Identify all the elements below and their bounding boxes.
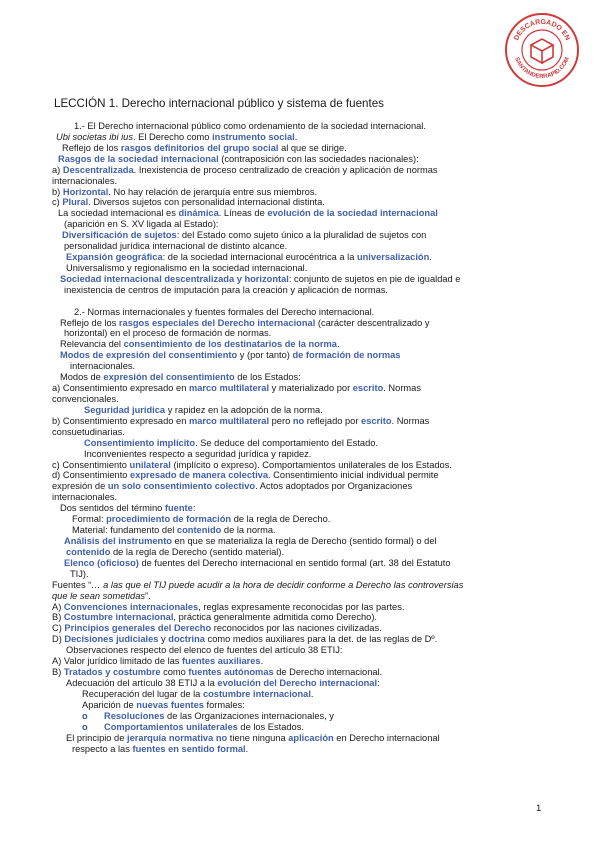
text-segment: personalidad jurídica internacional de distinto alcance. [64, 241, 288, 252]
text-segment: . [336, 339, 340, 350]
text-line [52, 514, 564, 525]
text-segment: : del Estado como sujeto único a la pluralidad de sujetos con [176, 230, 427, 241]
highlighted-term: Elenco (oficioso) [64, 557, 139, 568]
text-line [52, 372, 564, 383]
text-segment: Observaciones respecto del elenco de fuentes del artículo 38 ETIJ: [66, 645, 343, 656]
text-segment: Reflejo de los [62, 142, 121, 153]
text-line [52, 481, 564, 492]
text-segment: A) Valor jurídico limitado de las [52, 656, 183, 667]
text-segment: d) Consentimiento [52, 470, 131, 481]
highlighted-term: no [292, 415, 305, 426]
text-segment: reflejado por [304, 415, 362, 426]
text-segment: y [158, 634, 169, 645]
highlighted-term: rasgos especiales del Derecho internacional [118, 317, 316, 328]
highlighted-term: Sociedad internacional descentralizada y horizontal [60, 273, 289, 284]
text-segment: consuetudinarias. [52, 426, 125, 437]
text-segment: de los Estados: [234, 372, 301, 383]
bullet-icon: o [82, 721, 88, 732]
text-segment: expresión de [52, 481, 108, 492]
text-line [52, 307, 564, 318]
highlighted-term: marco multilateral [188, 415, 270, 426]
text-segment: . Inexistencia de proceso centralizado de creación y aplicación de normas [133, 164, 438, 175]
text-segment: horizontal) en el proceso de formación de normas. [64, 328, 272, 339]
text-segment: inexistencia de centros de imputación para la creación y aplicación de normas. [64, 284, 389, 295]
text-line [52, 667, 564, 678]
text-segment: , práctica generalmente admitida como Derecho). [173, 612, 378, 623]
highlighted-term: doctrina [168, 634, 205, 645]
highlighted-term: Modos de expresión del consentimiento [60, 350, 238, 361]
text-segment: como medios auxiliares para la det. de las reglas de Dº. [204, 634, 438, 645]
page-number: 1 [536, 803, 542, 814]
text-line [52, 132, 564, 143]
text-segment: Modos de [60, 372, 104, 383]
highlighted-term: contenido [176, 525, 222, 536]
highlighted-term: fuentes autónomas [188, 667, 274, 678]
text-line [52, 361, 564, 372]
highlighted-term: Convenciones internacionales [63, 601, 199, 612]
highlighted-term: Costumbre internacional [63, 612, 174, 623]
highlighted-term: un solo consentimiento colectivo [107, 481, 256, 492]
text-segment: 1.- El Derecho internacional público como ordenamiento de la sociedad internacional. [74, 121, 426, 131]
text-segment: y materializado por [269, 383, 353, 394]
text-segment: La sociedad internacional es [58, 208, 179, 219]
text-segment: al que se dirige. [278, 142, 347, 153]
text-segment: A) [52, 601, 64, 612]
text-segment: (contraposición con las sociedades nacionales): [218, 153, 419, 164]
lesson-body [52, 121, 564, 754]
highlighted-term: Decisiones judiciales [64, 634, 159, 645]
text-line [52, 449, 564, 460]
highlighted-term: costumbre internacional [202, 688, 311, 699]
text-segment: TIJ). [70, 568, 89, 579]
text-segment: . [245, 743, 249, 754]
highlighted-term: universalización [356, 252, 430, 263]
text-line [52, 274, 564, 285]
text-line [52, 427, 564, 438]
text-segment: como [160, 667, 189, 678]
text-segment: convencionales. [52, 394, 119, 405]
highlighted-term: escrito [361, 415, 392, 426]
text-line [52, 197, 564, 208]
text-line [52, 252, 564, 263]
text-line [52, 285, 564, 296]
text-line [52, 700, 564, 711]
text-segment: internacionales. [52, 175, 118, 186]
text-segment: Relevancia del [60, 339, 124, 350]
text-segment: Recuperación del lugar de la [82, 688, 203, 699]
text-line [52, 536, 564, 547]
text-line [52, 263, 564, 274]
text-line [52, 405, 564, 416]
text-segment: y rapidez en la adopción de la norma. [165, 404, 323, 415]
stamp-top-text: DESCARGADO EN [513, 18, 571, 42]
highlighted-term: fuentes en sentido formal [132, 743, 246, 754]
text-segment: El principio de [66, 732, 127, 743]
text-segment: . Diversos sujetos con personalidad internacional distinta. [88, 197, 325, 208]
text-segment: (carácter descentralizado y [315, 317, 430, 328]
download-stamp-logo [504, 12, 580, 88]
text-line [52, 383, 564, 394]
text-segment: que le sean sometidas [52, 590, 146, 601]
highlighted-term: Expansión geográfica [66, 252, 163, 263]
text-line [52, 339, 564, 350]
highlighted-term: aplicación [288, 732, 334, 743]
text-segment: a) Consentimiento expresado en [52, 383, 189, 394]
highlighted-term: nuevas fuentes [136, 699, 204, 710]
text-line [52, 208, 564, 219]
text-line [52, 187, 564, 198]
text-line [52, 580, 564, 591]
text-segment: . El Derecho como [133, 131, 213, 142]
text-line [52, 492, 564, 503]
text-line [52, 416, 564, 427]
text-line [52, 623, 564, 634]
highlighted-term: evolución de la sociedad internacional [267, 208, 438, 219]
text-line [52, 612, 564, 623]
text-line [52, 503, 564, 514]
text-segment: respecto a las [72, 743, 133, 754]
text-segment: y (por tanto) [237, 350, 293, 361]
text-segment: Fuentes “ [52, 579, 92, 590]
text-line [52, 645, 564, 656]
stamp-bottom-text: SANTANDERRAPID.COM [513, 56, 571, 81]
text-segment: Dos sentidos del término [60, 503, 165, 514]
text-line [52, 689, 564, 700]
highlighted-term: marco multilateral [188, 383, 270, 394]
text-line [52, 722, 564, 733]
highlighted-term: contenido [66, 546, 111, 557]
text-segment: c) Consentimiento [52, 459, 130, 470]
text-line [52, 176, 564, 187]
text-segment: de las Organizaciones internacionales, y [164, 710, 334, 721]
text-segment: en que se materializa la regla de Derecho (sentido formal) [171, 536, 417, 546]
text-segment: reconocidos por las naciones civilizadas. [211, 623, 382, 634]
text-segment: . Se deduce del comportamiento del Estado. [195, 437, 379, 448]
highlighted-term: Descentralizada [62, 164, 134, 175]
text-segment: tiene ninguna [227, 732, 289, 743]
text-segment: b) Consentimiento expresado en [52, 415, 189, 426]
text-line [52, 438, 564, 449]
text-segment: … a las que el TIJ puede acudir a la hora de decidir conforme a Derecho las controversias [91, 579, 464, 590]
highlighted-term: rasgos definitorios del grupo social [120, 142, 279, 153]
text-segment: o del [416, 536, 437, 546]
text-line [52, 733, 564, 744]
bullet-icon: o [82, 710, 88, 721]
highlighted-term: expresión del consentimiento [103, 372, 235, 383]
text-segment: pero [269, 415, 293, 426]
text-segment: de fuentes del Derecho internacional en sentido formal (art. 38 del Estatuto [138, 557, 451, 568]
highlighted-term: Consentimiento implícito [84, 437, 196, 448]
highlighted-term: fuentes auxiliares [182, 656, 261, 667]
text-segment: . Normas [391, 415, 430, 426]
text-segment: : de la sociedad internacional eurocéntrica a la [162, 252, 357, 263]
text-line [52, 394, 564, 405]
highlighted-term: Diversificación de sujetos [62, 230, 177, 241]
text-segment: . Consentimiento inicial individual permite [268, 470, 439, 481]
text-segment: de los Estados. [237, 721, 304, 732]
text-segment: Formal: [72, 514, 107, 525]
text-line [52, 569, 564, 580]
text-segment: D) [52, 634, 65, 645]
highlighted-term: fuente [164, 503, 193, 514]
highlighted-term: expresado de manera colectiva [130, 470, 269, 481]
text-segment: B) [52, 667, 64, 678]
highlighted-term: Comportamientos unilaterales [104, 721, 238, 732]
text-line [52, 602, 564, 613]
text-segment: . Normas [383, 383, 421, 394]
highlighted-term: procedimiento de formación [106, 514, 232, 525]
text-segment: Reflejo de los [60, 317, 119, 328]
highlighted-term: Seguridad jurídica [84, 404, 166, 415]
text-segment: Ubi societas ibi ius [56, 131, 133, 142]
highlighted-term: de formación de normas [292, 350, 401, 361]
text-line [52, 656, 564, 667]
text-line [52, 460, 564, 471]
text-line [52, 143, 564, 154]
text-segment: Adecuación del artículo 38 ETIJ a la [66, 677, 218, 688]
highlighted-term: jerarquía normativa no [126, 732, 228, 743]
text-segment: C) [52, 623, 65, 634]
text-line [52, 558, 564, 569]
text-segment: . [429, 252, 432, 263]
highlighted-term: escrito [352, 383, 384, 394]
text-segment: de la regla de Derecho (sentido material). [110, 546, 285, 557]
text-segment: . Actos adoptados por Organizaciones [255, 481, 413, 492]
highlighted-term: Tratados y costumbre [63, 667, 161, 678]
text-segment: . [310, 688, 314, 699]
text-segment: Aparición de [82, 699, 137, 710]
highlighted-term: unilateral [129, 459, 171, 470]
text-segment: 2.- Normas internacionales y fuentes formales del Derecho internacional. [74, 306, 375, 317]
highlighted-term: Rasgos de la sociedad internacional [58, 153, 219, 164]
highlighted-term: consentimiento de los destinatarios de la norma [123, 339, 337, 350]
text-line [52, 328, 564, 339]
highlighted-term: evolución del Derecho internacional [217, 677, 378, 688]
highlighted-term: Horizontal [62, 186, 109, 197]
text-line [52, 165, 564, 176]
highlighted-term: Plural [62, 197, 89, 208]
text-segment: B) [52, 612, 64, 623]
highlighted-term: dinámica [178, 208, 219, 219]
highlighted-term: instrumento social [212, 131, 295, 142]
text-segment: . [260, 656, 264, 667]
text-segment: (aparición en S. XV ligada al Estado): [64, 219, 219, 230]
lesson-title: LECCIÓN 1. Derecho internacional público y sistema de fuentes [54, 97, 384, 110]
text-segment: en Derecho internacional [333, 732, 440, 743]
text-line [52, 525, 564, 536]
text-line [52, 744, 564, 755]
text-segment: : [377, 677, 380, 688]
text-segment: formales: [203, 699, 245, 710]
text-segment: : conjunto de sujetos en pie de igualdad e [288, 273, 461, 284]
highlighted-term: Resoluciones [104, 710, 165, 721]
text-segment: Material: fundamento del [72, 525, 177, 536]
text-line [52, 154, 564, 165]
text-segment: internacionales. [70, 361, 136, 372]
text-segment: de Derecho internacional. [273, 667, 383, 678]
text-segment: a) [52, 164, 63, 175]
text-segment: , reglas expresamente reconocidas por las partes. [198, 601, 405, 612]
text-segment: ”. [145, 590, 151, 601]
text-segment: de la regla de Derecho. [231, 514, 331, 525]
text-line [52, 711, 564, 722]
text-segment: Universalismo y regionalismo en la sociedad internacional. [66, 262, 308, 273]
text-segment: b) [52, 186, 63, 197]
paragraph-gap [52, 296, 564, 307]
text-line [52, 591, 564, 602]
text-line [52, 678, 564, 689]
text-line [52, 219, 564, 230]
text-segment: c) [52, 197, 63, 208]
text-segment: Inconvenientes respecto a seguridad jurídica y rapidez. [84, 448, 312, 459]
highlighted-term: Análisis del instrumento [64, 536, 172, 546]
text-line [52, 547, 564, 558]
box-icon [531, 39, 553, 63]
text-line [52, 230, 564, 241]
highlighted-term: Principios generales del Derecho [64, 623, 212, 634]
text-line [52, 350, 564, 361]
text-line [52, 470, 564, 481]
text-segment: . Líneas de [218, 208, 268, 219]
text-line [52, 318, 564, 329]
text-segment: internacionales. [52, 492, 118, 503]
text-segment: de la norma. [221, 525, 276, 536]
text-line [52, 634, 564, 645]
text-segment: : [192, 503, 196, 514]
text-line [52, 121, 564, 132]
text-line [52, 241, 564, 252]
text-segment: . [294, 131, 298, 142]
text-segment: . No hay relación de jerarquía entre sus miembros. [108, 186, 318, 197]
text-segment: (implícito o expreso). Comportamientos unilaterales de los Estados. [170, 459, 452, 470]
